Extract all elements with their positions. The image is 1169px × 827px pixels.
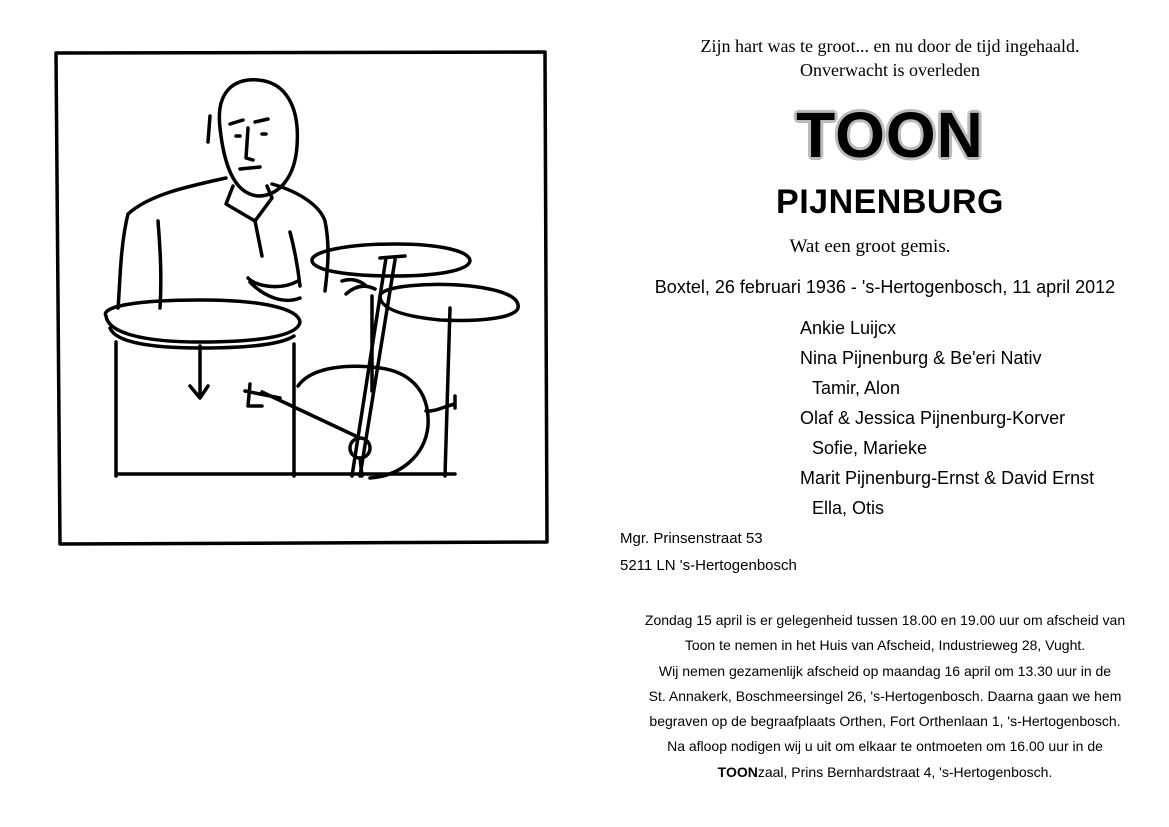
info-line-last — [605, 760, 1165, 785]
info-line: Zondag 15 april is er gelegenheid tussen 18.00 en 19.00 uur om afscheid van — [644, 612, 1126, 628]
cymbal — [312, 244, 470, 276]
last-name: PIJNENBURG — [776, 183, 1004, 221]
ceremony-info — [605, 608, 1165, 785]
drummer-torso — [118, 178, 226, 308]
info-line: begraven op de begraafplaats Orthen, Fort Orthenlaan 1, 's-Hertogenbosch. — [649, 713, 1121, 730]
info-line: Na afloop nodigen wij u uit om elkaar te ontmoeten om 16.00 uur in de — [667, 738, 1103, 755]
family-member: Nina Pijnenburg & Be'eri Nativ — [800, 348, 1042, 368]
grandchildren: Sofie, Marieke — [812, 438, 928, 458]
grandchildren: Tamir, Alon — [812, 378, 901, 398]
intro-line-2: Onverwacht is overleden — [800, 60, 980, 80]
life-dates: Boxtel, 26 februari 1936 - 's-Hertogenbosch, 11 april 2012 — [654, 277, 1116, 297]
grandchildren: Ella, Otis — [812, 498, 885, 518]
drummer-drawing — [50, 46, 560, 551]
family-member: Ankie Luijcx — [800, 318, 897, 338]
intro-line-1: Zijn hart was te groot... en nu door de tijd ingehaald. — [700, 36, 1080, 56]
info-line: Toon te nemen in het Huis van Afscheid, Industrieweg 28, Vught. — [684, 637, 1086, 654]
snare-drum — [105, 300, 300, 342]
tagline: Wat een groot gemis. — [789, 236, 951, 257]
venue-name-bold: TOON — [717, 763, 758, 780]
drummer-head — [219, 80, 297, 196]
venue-rest: zaal, Prins Bernhardstraat 4, 's-Hertogenbosch. — [757, 763, 1053, 780]
info-line: St. Annakerk, Boschmeersingel 26, 's-Hertogenbosch. Daarna gaan we hem — [648, 687, 1122, 704]
info-line: Wij nemen gezamenlijk afscheid op maandag 16 april om 13.30 uur in de — [658, 662, 1112, 679]
family-member: Marit Pijnenburg-Ernst & David Ernst — [800, 468, 1095, 488]
address-city: 5211 LN 's-Hertogenbosch — [620, 557, 797, 574]
first-name: TOON — [796, 99, 984, 171]
family-member: Olaf & Jessica Pijnenburg-Korver — [800, 408, 1066, 428]
address-street: Mgr. Prinsenstraat 53 — [620, 530, 763, 547]
